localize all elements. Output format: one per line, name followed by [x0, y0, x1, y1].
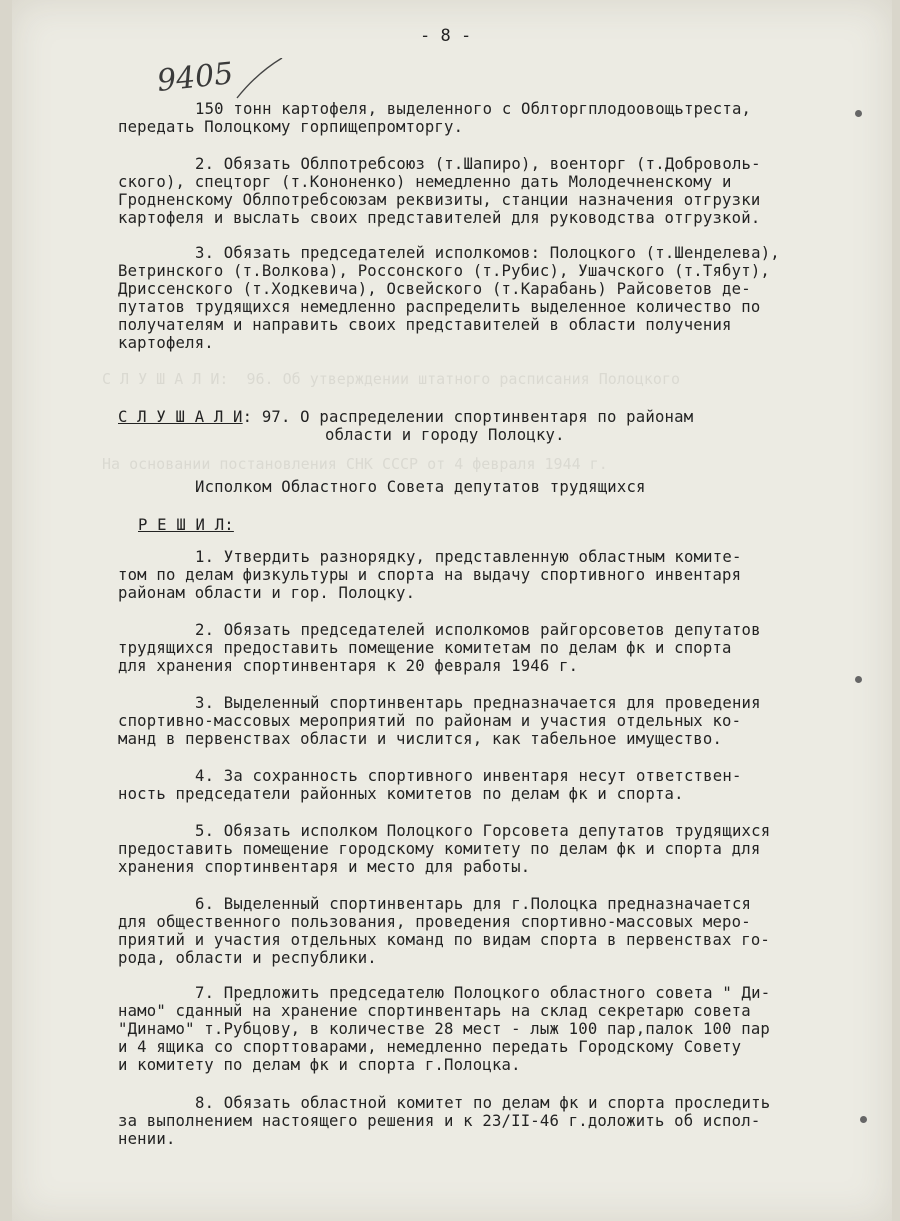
decision-7-line: намо" сданный на хранение спортинвентарь на склад секретарю совета [118, 1002, 751, 1020]
decision-3-line: манд в первенствах области и числится, как табельное имущество. [118, 730, 723, 748]
decision-1-line: 1. Утвердить разнорядку, представленную областным комите- [195, 548, 742, 566]
bleed-through-text: С Л У Ш А Л И: 96. Об утверждении штатного расписания Полоцкого [102, 370, 680, 388]
decision-6-line: 6. Выделенный спортинвентарь для г.Полоцка предназначается [195, 895, 752, 913]
decision-1-line: том по делам физкультуры и спорта на выдачу спортивного инвентаря [118, 566, 742, 584]
decision-7-line: и 4 ящика со спорттоварами, немедленно передать Городскому Совету [118, 1038, 742, 1056]
decision-8-line: 8. Обязать областной комитет по делам фк и спорта проследить [195, 1094, 771, 1112]
decision-7-line: "Динамо" т.Рубцову, в количестве 28 мест - лыж 100 пар,палок 100 пар [118, 1020, 770, 1038]
decision-8-line: нении. [118, 1130, 176, 1148]
punch-hole-mark [860, 1116, 867, 1123]
item2-line: ского), спецторг (т.Кононенко) немедленно дать Молодечненскому и [118, 173, 732, 191]
decision-5-line: 5. Обязать исполком Полоцкого Горсовета депутатов трудящихся [195, 822, 771, 840]
decision-6-line: рода, области и республики. [118, 949, 377, 967]
decision-7-line: и комитету по делам фк и спорта г.Полоцка. [118, 1056, 521, 1074]
item3-line: получателям и направить своих представителей в области получения [118, 316, 732, 334]
decision-6-line: для общественного пользования, проведения спортивно-массовых меро- [118, 913, 751, 931]
page-number: - 8 - [420, 26, 472, 46]
item3-line: 3. Обязать председателей исполкомов: Полоцкого (т.Шенделева), [195, 244, 780, 262]
item2-line: картофеля и выслать своих представителей для руководства отгрузкой. [118, 209, 761, 227]
decision-8-line: за выполнением настоящего решения и к 23/II-46 г.доложить об испол- [118, 1112, 761, 1130]
item2-line: 2. Обязать Облпотребсоюз (т.Шапиро), военторг (т.Доброволь- [195, 155, 761, 173]
decision-5-line: хранения спортинвентаря и место для работы. [118, 858, 531, 876]
item3-line: картофеля. [118, 334, 214, 352]
decision-3-line: 3. Выделенный спортинвентарь предназначается для проведения [195, 694, 761, 712]
slushali-heading [118, 408, 693, 426]
document-page [12, 0, 892, 1221]
slushali-topic-line2: области и городу Полоцку. [325, 426, 565, 444]
decision-4-line: 4. За сохранность спортивного инвентаря несут ответствен- [195, 767, 742, 785]
decision-2-line: трудящихся предоставить помещение комитетам по делам фк и спорта [118, 639, 732, 657]
decision-3-line: спортивно-массовых мероприятий по районам и участия отдельных ко- [118, 712, 742, 730]
item2-line: Гродненскому Облпотребсоюзам реквизиты, станции назначения отгрузки [118, 191, 761, 209]
decision-2-line: для хранения спортинвентаря к 20 февраля 1946 г. [118, 657, 579, 675]
slushali-topic-line1: : 97. О распределении спортинвентаря по районам [242, 408, 694, 426]
decision-7-line: 7. Предложить председателю Полоцкого областного совета " Ди- [195, 984, 771, 1002]
decision-2-line: 2. Обязать председателей исполкомов райгорсоветов депутатов [195, 621, 761, 639]
intro-line: передать Полоцкому горпищепромторгу. [118, 118, 464, 136]
decision-1-line: районам области и гор. Полоцку. [118, 584, 416, 602]
intro-line: 150 тонн картофеля, выделенного с Облторгплодоовощьтреста, [195, 100, 752, 118]
council-header: Исполком Областного Совета депутатов трудящихся [195, 478, 646, 496]
bleed-through-text: На основании постановления СНК СССР от 4 февраля 1944 г. [102, 455, 608, 473]
punch-hole-mark [855, 110, 862, 117]
punch-hole-mark [855, 676, 862, 683]
handwritten-number-text: 9405 [155, 56, 235, 99]
item3-line: путатов трудящихся немедленно распределить выделенное количество по [118, 298, 761, 316]
decision-4-line: ность председатели районных комитетов по делам фк и спорта. [118, 785, 684, 803]
slushali-label: С Л У Ш А Л И [118, 408, 243, 426]
decision-5-line: предоставить помещение городскому комитету по делам фк и спорта для [118, 840, 761, 858]
reshil-heading: Р Е Ш И Л: [138, 516, 234, 534]
item3-line: Ветринского (т.Волкова), Россонского (т.Рубис), Ушачского (т.Тябут), [118, 262, 770, 280]
decision-6-line: приятий и участия отдельных команд по видам спорта в первенствах го- [118, 931, 770, 949]
item3-line: Дриссенского (т.Ходкевича), Освейского (т.Карабань) Райсоветов де- [118, 280, 751, 298]
